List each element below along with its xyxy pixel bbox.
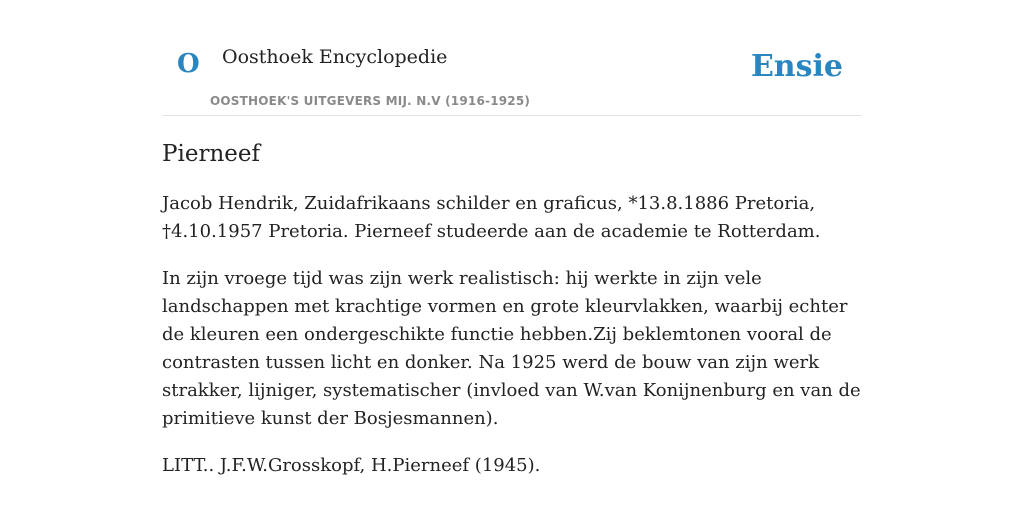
entry-paragraph: Jacob Hendrik, Zuidafrikaans schilder en graficus, *13.8.1886 Pretoria, †4.10.1957 Pretoria. Pierneef studeerde aan de academie te Rotterdam.	[162, 193, 821, 243]
publication-logo[interactable]: O	[177, 49, 200, 79]
entry-content	[162, 138, 862, 499]
publication-title-link[interactable]: Oosthoek Encyclopedie	[222, 46, 448, 68]
brand-logo-link[interactable]: Ensie	[750, 49, 843, 84]
entry-paragraph: In zijn vroege tijd was zijn werk realistisch: hij werkte in zijn vele landschappen met krachtige vormen en grote kleurvlakken, waarbij echter de kleuren een ondergeschikte functie hebben.Zij beklemtonen vooral de contrasten tussen licht en donker. Na 1925 werd de bouw van zijn werk strakker, lijniger, systematischer (invloed van W.van Konijnenburg en van de primitieve kunst der Bosjesmannen).	[162, 268, 861, 430]
publisher-subtitle: OOSTHOEK'S UITGEVERS MIJ. N.V (1916-1925)	[210, 94, 531, 108]
entry-title: Pierneef	[162, 141, 260, 167]
literature-reference: LITT.. J.F.W.Grosskopf, H.Pierneef (1945).	[162, 455, 541, 477]
site-header	[162, 36, 862, 116]
